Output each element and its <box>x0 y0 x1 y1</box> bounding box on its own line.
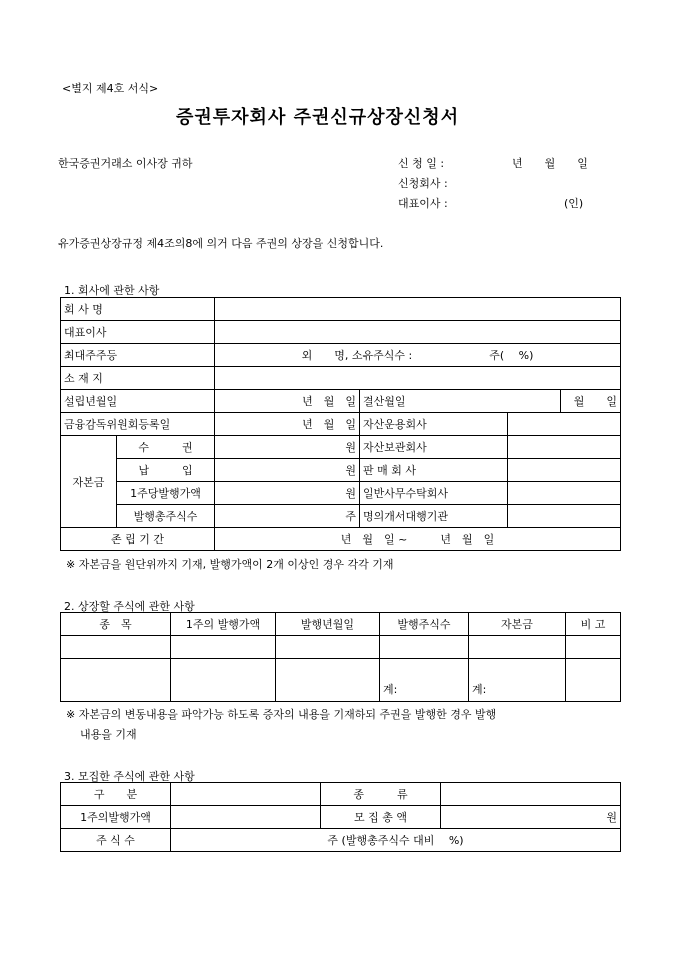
application-date-label: 신 청 일 : <box>398 157 445 170</box>
issue-price-label: 1주의발행가액 <box>61 806 171 829</box>
capital-right-label: 자산보관회사 <box>360 436 508 459</box>
asset-manager-label: 자산운용회사 <box>360 413 508 436</box>
total-shares-cell[interactable]: 계: <box>380 659 469 702</box>
table-cell[interactable] <box>276 636 380 659</box>
table-row <box>61 613 621 636</box>
division-field[interactable] <box>171 783 321 806</box>
established-label: 설립년월일 <box>61 390 215 413</box>
table-row <box>61 436 621 459</box>
ceo-row-label: 대표이사 <box>61 321 215 344</box>
asset-manager-field[interactable] <box>508 413 621 436</box>
table-cell[interactable] <box>171 636 276 659</box>
table-row <box>61 390 621 413</box>
table-cell[interactable] <box>276 659 380 702</box>
capital-value-field[interactable]: 주 <box>215 505 360 528</box>
table-row <box>61 367 621 390</box>
intro-text: 유가증권상장규정 제4조의8에 의거 다음 주권의 상장을 신청합니다. <box>58 237 384 250</box>
table-row <box>61 344 621 367</box>
capital-right-field[interactable] <box>508 459 621 482</box>
column-header: 발행년월일 <box>276 613 380 636</box>
capital-value-field[interactable]: 원 <box>215 436 360 459</box>
capital-right-label: 명의개서대행기관 <box>360 505 508 528</box>
seal-mark: (인) <box>564 197 584 210</box>
section2-note-line1: ※ 자본금의 변동내용을 파악가능 하도록 증자의 내용을 기재하되 주권을 발행한 경우 발행 <box>66 708 497 721</box>
table-row <box>61 321 621 344</box>
table-cell[interactable] <box>61 636 171 659</box>
settlement-field[interactable]: 월 일 <box>561 390 621 413</box>
table-cell[interactable] <box>566 659 621 702</box>
location-label: 소 재 지 <box>61 367 215 390</box>
table-row <box>61 636 621 659</box>
company-info-table <box>60 297 621 551</box>
share-type-field[interactable] <box>441 783 621 806</box>
table-cell[interactable] <box>61 659 171 702</box>
table-row <box>61 806 621 829</box>
column-header: 비 고 <box>566 613 621 636</box>
capital-sub-label: 납 입 <box>117 459 215 482</box>
capital-sub-label: 1주당발행가액 <box>117 482 215 505</box>
section1-note: ※ 자본금을 원단위까지 기재, 발행가액이 2개 이상인 경우 각각 기재 <box>66 558 394 571</box>
major-shareholder-field[interactable]: 외 명, 소유주식수 : 주( %) <box>215 344 621 367</box>
table-row <box>61 482 621 505</box>
company-name-label: 회 사 명 <box>61 298 215 321</box>
major-shareholder-label: 최대주주등 <box>61 344 215 367</box>
capital-right-label: 판 매 회 사 <box>360 459 508 482</box>
listing-shares-table <box>60 612 621 702</box>
total-offering-field[interactable]: 원 <box>441 806 621 829</box>
column-header: 종 목 <box>61 613 171 636</box>
page-title: 증권투자회사 주권신규상장신청서 <box>176 107 460 128</box>
table-row <box>61 298 621 321</box>
duration-label: 존 립 기 간 <box>61 528 215 551</box>
table-row <box>61 829 621 852</box>
capital-right-field[interactable] <box>508 505 621 528</box>
capital-right-label: 일반사무수탁회사 <box>360 482 508 505</box>
capital-value-field[interactable]: 원 <box>215 482 360 505</box>
offering-shares-table <box>60 782 621 852</box>
column-header: 자본금 <box>469 613 566 636</box>
form-number: <별지 제4호 서식> <box>62 82 159 95</box>
section2-heading: 2. 상장할 주식에 관한 사항 <box>64 600 195 613</box>
column-header: 1주의 발행가액 <box>171 613 276 636</box>
table-row <box>61 659 621 702</box>
company-name-field[interactable] <box>215 298 621 321</box>
fsc-registration-field[interactable]: 년 월 일 <box>215 413 360 436</box>
section2-note-line2: 내용을 기재 <box>80 728 137 741</box>
addressee: 한국증권거래소 이사장 귀하 <box>58 157 193 170</box>
capital-sub-label: 수 권 <box>117 436 215 459</box>
shares-count-label: 주 식 수 <box>61 829 171 852</box>
settlement-label: 결산월일 <box>360 390 561 413</box>
table-row <box>61 413 621 436</box>
capital-right-field[interactable] <box>508 436 621 459</box>
section1-heading: 1. 회사에 관한 사항 <box>64 284 160 297</box>
application-date-value: 년 월 일 <box>512 157 588 170</box>
applicant-label: 신청회사 : <box>398 177 448 190</box>
column-header: 발행주식수 <box>380 613 469 636</box>
capital-value-field[interactable]: 원 <box>215 459 360 482</box>
capital-label: 자본금 <box>61 436 117 528</box>
capital-sub-label: 발행총주식수 <box>117 505 215 528</box>
table-row <box>61 505 621 528</box>
issue-price-field[interactable] <box>171 806 321 829</box>
table-row <box>61 459 621 482</box>
total-offering-label: 모 집 총 액 <box>321 806 441 829</box>
table-row <box>61 528 621 551</box>
table-cell[interactable] <box>566 636 621 659</box>
total-capital-cell[interactable]: 계: <box>469 659 566 702</box>
table-cell[interactable] <box>380 636 469 659</box>
ceo-label: 대표이사 : <box>398 197 448 210</box>
table-cell[interactable] <box>469 636 566 659</box>
established-field[interactable]: 년 월 일 <box>215 390 360 413</box>
fsc-registration-label: 금융감독위원회등록일 <box>61 413 215 436</box>
ceo-field[interactable] <box>215 321 621 344</box>
table-cell[interactable] <box>171 659 276 702</box>
section3-heading: 3. 모집한 주식에 관한 사항 <box>64 770 195 783</box>
table-row <box>61 783 621 806</box>
location-field[interactable] <box>215 367 621 390</box>
shares-count-field[interactable]: 주 (발행총주식수 대비 %) <box>171 829 621 852</box>
duration-field[interactable]: 년 월 일 ~ 년 월 일 <box>215 528 621 551</box>
division-label: 구 분 <box>61 783 171 806</box>
share-type-label: 종 류 <box>321 783 441 806</box>
capital-right-field[interactable] <box>508 482 621 505</box>
